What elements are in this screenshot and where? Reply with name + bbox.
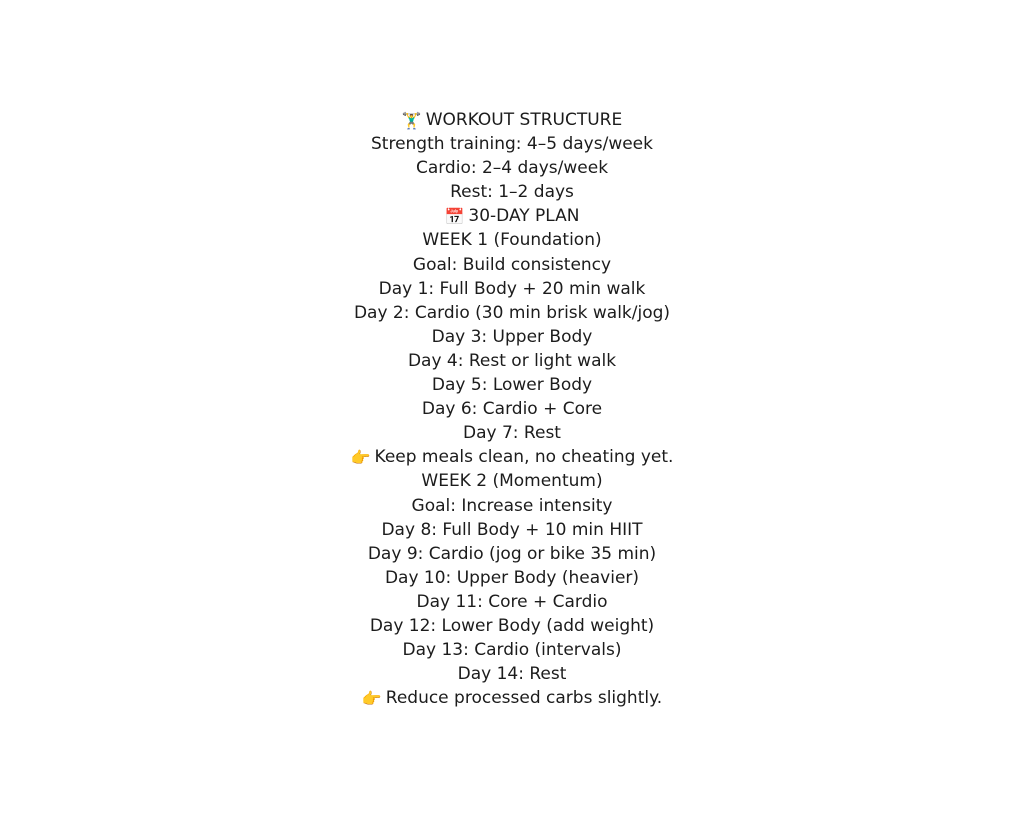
line-week-1-goal — [0, 253, 1024, 277]
line-text: WORKOUT STRUCTURE — [425, 110, 623, 130]
line-text: Day 3: Upper Body — [431, 326, 593, 347]
line-text: Day 10: Upper Body (heavier) — [384, 567, 640, 588]
calendar-icon: 📅 — [444, 207, 465, 227]
line-day-14 — [0, 662, 1024, 686]
line-day-11 — [0, 590, 1024, 614]
line-day-2 — [0, 301, 1024, 325]
line-cardio — [0, 156, 1024, 180]
line-text: WEEK 1 (Foundation) — [422, 230, 602, 251]
line-text: Goal: Increase intensity — [411, 495, 613, 516]
line-text: Reduce processed carbs slightly. — [385, 688, 663, 709]
line-day-13 — [0, 638, 1024, 662]
line-day-8 — [0, 518, 1024, 542]
line-rest — [0, 180, 1024, 204]
line-strength-training — [0, 132, 1024, 156]
line-week-2-goal — [0, 494, 1024, 518]
line-text: Day 9: Cardio (jog or bike 35 min) — [367, 543, 657, 564]
line-text: Keep meals clean, no cheating yet. — [374, 447, 674, 468]
line-day-7 — [0, 421, 1024, 445]
line-text: 30-DAY PLAN — [468, 206, 580, 227]
line-text: Day 2: Cardio (30 min brisk walk/jog) — [353, 302, 671, 323]
line-text: Day 7: Rest — [463, 423, 561, 444]
line-text: Day 1: Full Body + 20 min walk — [378, 278, 646, 299]
line-workout-structure-heading — [0, 108, 1024, 132]
line-day-12 — [0, 614, 1024, 638]
line-day-9 — [0, 542, 1024, 566]
line-text: Rest: 1–2 days — [450, 182, 574, 203]
line-text: Day 14: Rest — [457, 664, 567, 685]
line-week-2-tip — [0, 686, 1024, 710]
line-text: Strength training: 4–5 days/week — [371, 134, 653, 155]
line-week-1-heading — [0, 228, 1024, 252]
line-day-3 — [0, 325, 1024, 349]
line-text: Goal: Build consistency — [412, 254, 612, 275]
line-text: Day 12: Lower Body (add weight) — [369, 615, 655, 636]
workout-plan-document — [0, 108, 1024, 710]
line-day-10 — [0, 566, 1024, 590]
line-day-6 — [0, 397, 1024, 421]
line-text: Day 5: Lower Body — [431, 375, 593, 396]
line-week-2-heading — [0, 469, 1024, 493]
line-day-1 — [0, 277, 1024, 301]
line-text: Day 6: Cardio + Core — [421, 399, 603, 420]
line-text: Day 8: Full Body + 10 min HIIT — [381, 519, 643, 540]
line-text: WEEK 2 (Momentum) — [421, 471, 603, 492]
line-text: Day 13: Cardio (intervals) — [402, 640, 622, 661]
weightlifter-icon: 🏋️‍♂️ — [401, 111, 422, 130]
line-30-day-plan-heading — [0, 204, 1024, 228]
line-week-1-tip — [0, 445, 1024, 469]
pointing-hand-icon: 👉 — [350, 448, 371, 468]
line-day-5 — [0, 373, 1024, 397]
pointing-hand-icon: 👉 — [361, 689, 382, 709]
line-day-4 — [0, 349, 1024, 373]
line-text: Cardio: 2–4 days/week — [415, 158, 609, 179]
line-text: Day 11: Core + Cardio — [416, 591, 608, 612]
line-text: Day 4: Rest or light walk — [407, 350, 617, 371]
